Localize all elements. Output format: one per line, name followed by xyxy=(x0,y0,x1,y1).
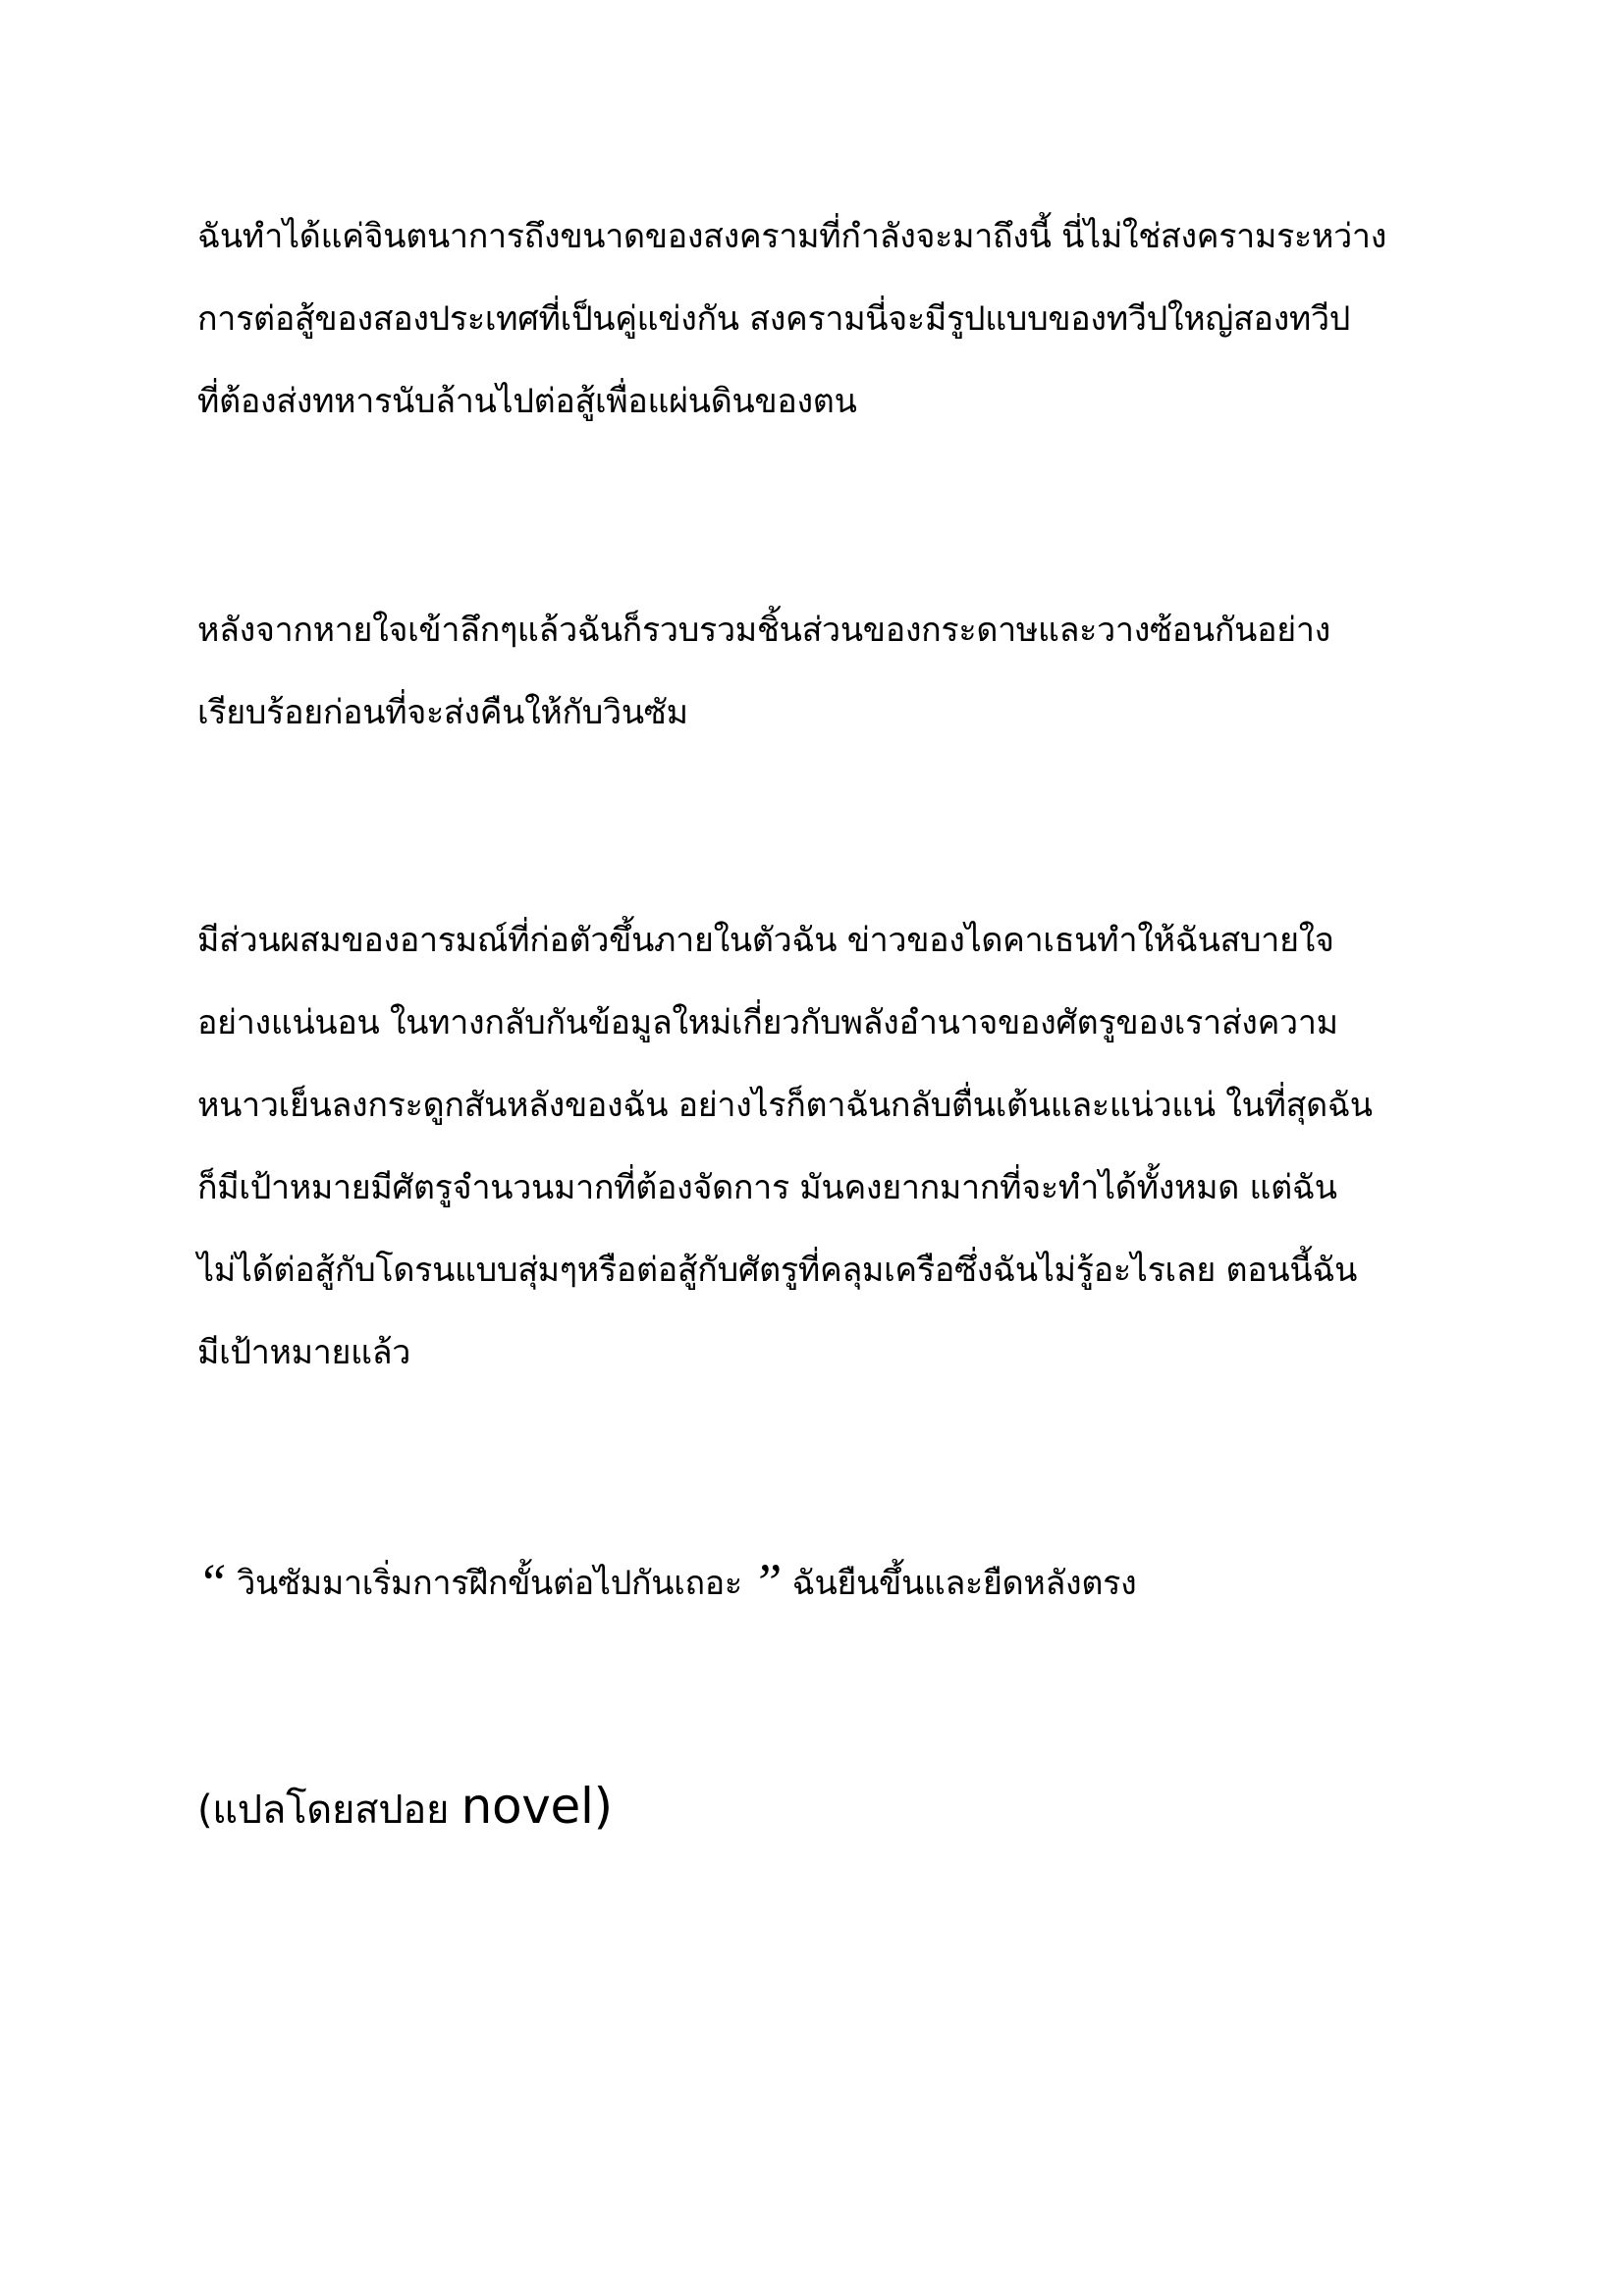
close-quote-mark: ” xyxy=(752,1553,783,1612)
dialogue-narration: ฉันยืนขึ้นและยืดหลังตรง xyxy=(782,1564,1137,1603)
paragraph-1-line-1: ฉันทำได้แค่จินตนาการถึงขนาดของสงครามที่กำลังจะมาถึงนี้ นี่ไม่ใช่สงครามระหว่าง xyxy=(197,217,1386,256)
paragraph-3-line-5: ไม่ได้ต่อสู้กับโดรนแบบสุ่มๆหรือต่อสู้กับศัตรูที่คลุมเครือซึ่งฉันไม่รู้อะไรเลย ตอนนี้ฉัน xyxy=(197,1251,1358,1290)
paragraph-2-line-2: เรียบร้อยก่อนที่จะส่งคืนให้กับวินซัม xyxy=(197,693,688,732)
dialogue-line xyxy=(197,1553,1137,1612)
paragraph-3-line-6: มีเป้าหมายแล้ว xyxy=(197,1333,411,1372)
paragraph-1-line-3: ที่ต้องส่งทหารนับล้านไปต่อสู้เพื่อแผ่นดินของตน xyxy=(197,382,857,421)
dialogue-speech: วินซัมมาเริ่มการฝึกขั้นต่อไปกันเถอะ xyxy=(226,1564,753,1603)
paragraph-1-line-2: การต่อสู้ของสองประเทศที่เป็นคู่แข่งกัน สงครามนี่จะมีรูปแบบของทวีปใหญ่สองทวีป xyxy=(197,299,1351,339)
credit-latin: novel) xyxy=(460,1778,613,1835)
paragraph-3-line-4: ก็มีเป้าหมายมีศัตรูจำนวนมากที่ต้องจัดการ มันคงยากมากที่จะทำได้ทั้งหมด แต่ฉัน xyxy=(197,1168,1337,1207)
paragraph-3-line-1: มีส่วนผสมของอารมณ์ที่ก่อตัวขึ้นภายในตัวฉัน ข่าวของไดคาเธนทำให้ฉันสบายใจ xyxy=(197,921,1334,960)
paragraph-2-line-1: หลังจากหายใจเข้าลึกๆแล้วฉันก็รวบรวมชิ้นส่วนของกระดาษและวางซ้อนกันอย่าง xyxy=(197,611,1330,650)
paragraph-3-line-2: อย่างแน่นอน ในทางกลับกันข้อมูลใหม่เกี่ยวกับพลังอำนาจของศัตรูของเราส่งความ xyxy=(197,1003,1338,1042)
open-quote-mark: “ xyxy=(197,1553,227,1612)
credit-prefix: (แปลโดยสปอย xyxy=(197,1788,461,1833)
translator-credit xyxy=(197,1778,613,1835)
paragraph-3-line-3: หนาวเย็นลงกระดูกสันหลังของฉัน อย่างไรก็ตาฉันกลับตื่นเต้นและแน่วแน่ ในที่สุดฉัน xyxy=(197,1086,1373,1125)
